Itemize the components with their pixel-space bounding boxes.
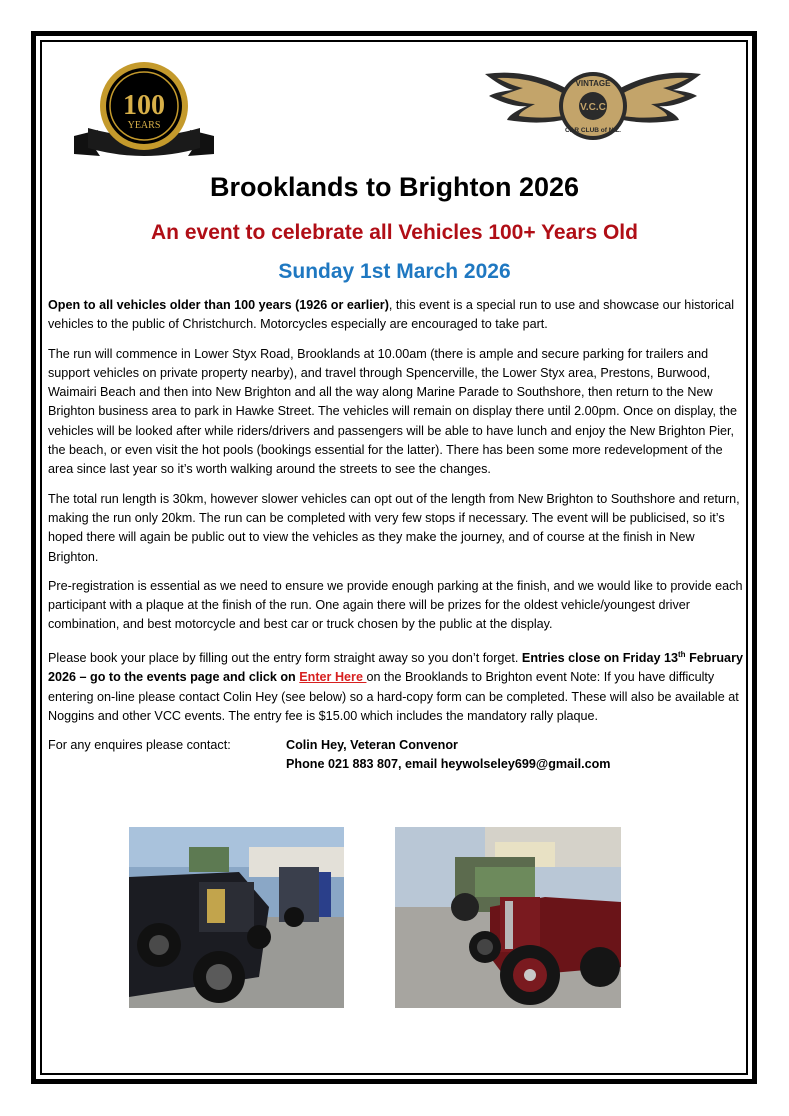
badge-number: 100 — [123, 90, 165, 121]
vcc-bottom-text: CAR CLUB of N.Z. — [565, 127, 621, 134]
enter-here-link[interactable]: Enter Here — [299, 670, 367, 685]
contact-label: For any enquires please contact: — [48, 738, 231, 753]
paragraph-registration: Pre-registration is essential as we need to ensure we provide enough parking at the finish, and we would like to provide each participant with a plaque at the finish of the run. One again there will be prizes for the oldest vehicle/youngest driver combination, and best motorcycle and best car or truck chosen by the public at the display. — [48, 578, 743, 632]
event-body — [48, 296, 744, 776]
vcc-top-text: VINTAGE — [575, 79, 611, 88]
vintage-cars-photo-1 — [129, 827, 344, 1008]
vintage-cars-photo-2 — [395, 827, 621, 1008]
event-date: Sunday 1st March 2026 — [278, 260, 511, 283]
paragraph-intro: Open to all vehicles older than 100 years (1926 or earlier), this event is a special run to use and showcase our historical vehicles to the public of Christchurch. Motorcycles especially are encouraged to take part. — [48, 298, 735, 332]
page-title: Brooklands to Brighton 2026 — [209, 172, 580, 202]
100-years-badge — [70, 58, 218, 164]
contact-name: Colin Hey, Veteran Convenor — [286, 738, 458, 753]
vcc-center-text: V.C.C — [580, 102, 606, 113]
contact-details: Phone 021 883 807, email heywolseley699@gmail.com — [286, 757, 611, 772]
event-subtitle: An event to celebrate all Vehicles 100+ Years Old — [151, 221, 638, 244]
badge-word: YEARS — [127, 120, 161, 131]
paragraph-length: The total run length is 30km, however slower vehicles can opt out of the length from New Brighton to Southshore and return, making the run only 20km. The run can be completed with very few stops if necessary. The event will be publicised, so it’s hoped there will again be public out to view the vehicles as they make the journey, and of course at the finish in New Brighton. — [48, 491, 740, 564]
paragraph-route: The run will commence in Lower Styx Road, Brooklands at 10.00am (there is ample and secure parking for trailers and support vehicles on private property nearby), and travel through Spencerville, the Lower Styx area, Prestons, Burwood, Waimairi Beach and then into New Brighton and all the way along Marine Parade to Southshore, then return to the New Brighton business area to park in Hawke Street. The vehicles will remain on display there until 2.00pm. Once on display, the vehicles will be looked after while riders/drivers and passengers will be able to have lunch and enjoy the New Brighton Pier, the beach, or even visit the hot pools (bookings essential for the latter). There has been some more redevelopment of the area since last year so it’s worth walking around the streets to see the changes. — [48, 346, 738, 477]
paragraph-booking: Please book your place by filling out the entry form straight away so you don’t forget. Entries close on Friday 13th February 2026 – go to the events page and click on Enter Here on the Brooklands to Brighton event Note: If you have difficulty entering on-line please contact Colin Hey (see below) so a hard-copy form can be completed. These will also be available at Noggins and other VCC events. The entry fee is $15.00 which includes the mandatory rally plaque. — [48, 649, 743, 723]
vcc-logo — [483, 66, 703, 146]
contact-block — [48, 736, 744, 776]
